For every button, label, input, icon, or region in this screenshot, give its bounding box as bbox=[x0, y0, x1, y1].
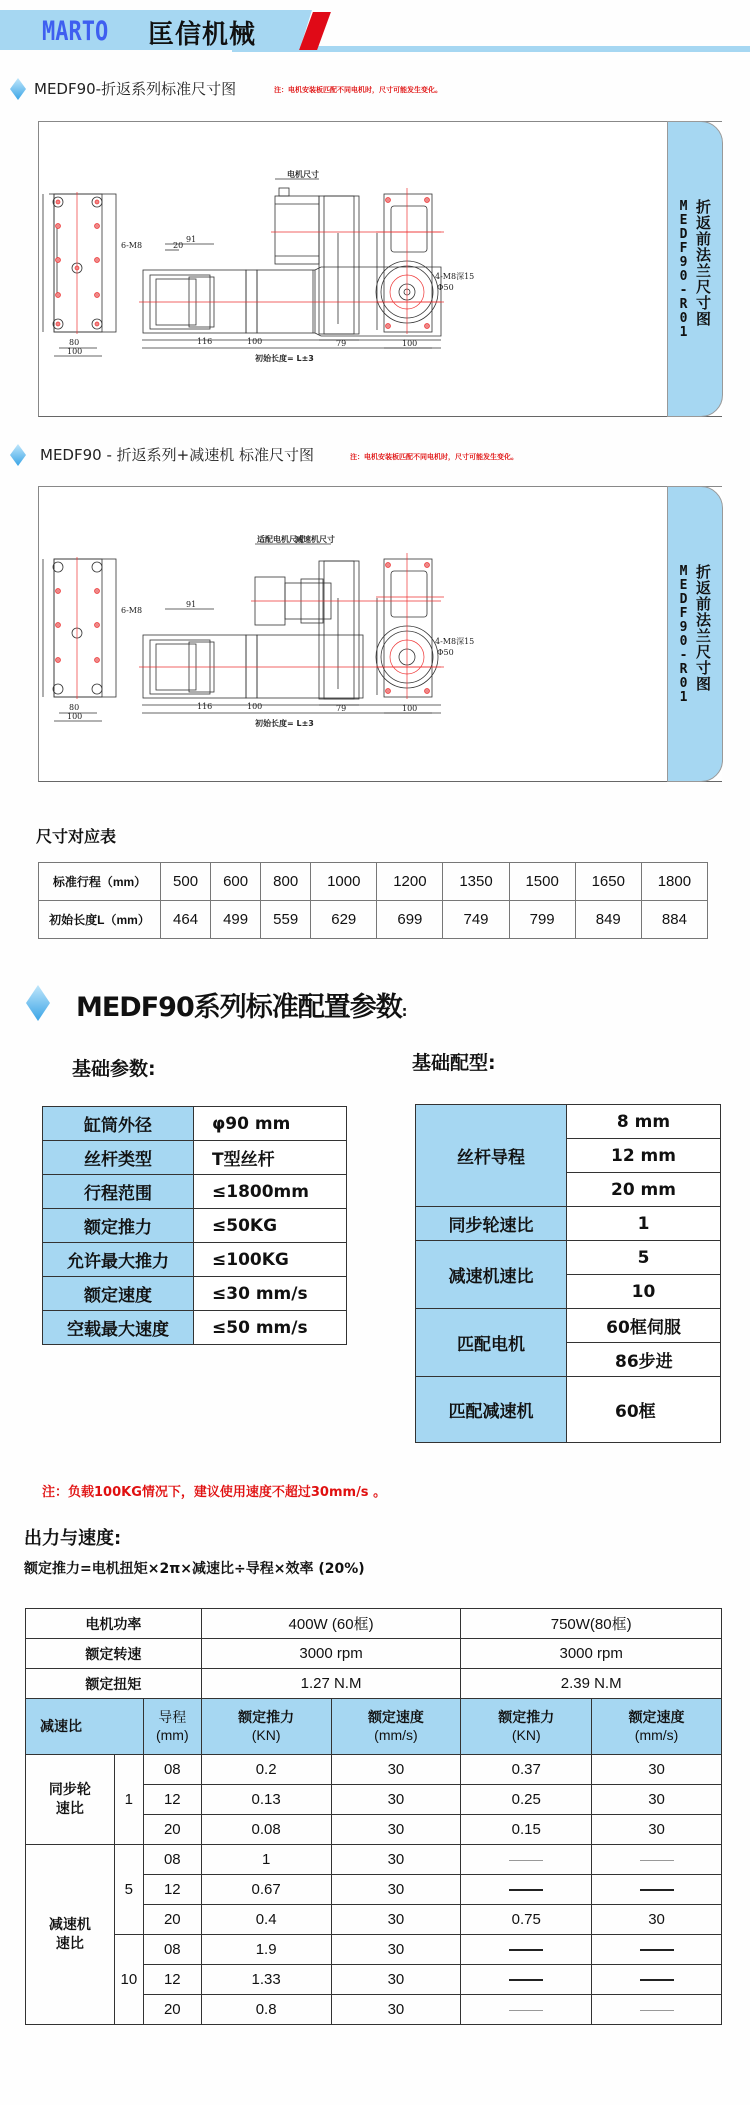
dimension-drawing-2 bbox=[38, 486, 722, 782]
svg-text:91: 91 bbox=[186, 600, 197, 609]
table-row: 12 0.13 30 0.25 30 bbox=[26, 1785, 722, 1815]
table-row: 20 0.08 30 0.15 30 bbox=[26, 1815, 722, 1845]
not-available-dash bbox=[592, 1965, 722, 1995]
table-row: 额定速度 ≤30 mm/s bbox=[43, 1277, 347, 1311]
basic-params-table bbox=[42, 1106, 347, 1345]
section-note: 注：电机安装板匹配不同电机时，尺寸可能发生变化。 bbox=[350, 453, 518, 461]
svg-text:20: 20 bbox=[173, 241, 184, 250]
table-row: 减速机 速比 5 08 1 30 bbox=[26, 1845, 722, 1875]
svg-text:4-M8深15: 4-M8深15 bbox=[435, 272, 475, 281]
tab-title-cn: 折返前法兰尺寸图 bbox=[694, 199, 712, 327]
table-row: 减速机速比 5 bbox=[416, 1241, 721, 1275]
not-available-dash bbox=[592, 1875, 722, 1905]
table-row: 初始长度L（mm） 464 499 559 629 699 749 799 849 884 bbox=[39, 901, 708, 939]
svg-text:100: 100 bbox=[247, 702, 263, 711]
not-available-dash bbox=[461, 1965, 592, 1995]
technical-drawing bbox=[39, 122, 669, 418]
svg-text:80: 80 bbox=[69, 338, 80, 347]
table-row: 丝杆类型 T型丝杆 bbox=[43, 1141, 347, 1175]
svg-text:4-M8深15: 4-M8深15 bbox=[435, 637, 475, 646]
thrust-formula: 额定推力=电机扭矩×2π×减速比÷导程×效率 (20%) bbox=[24, 1561, 365, 1577]
basic-config-table bbox=[415, 1104, 721, 1443]
not-available-dash bbox=[592, 1935, 722, 1965]
table-row: 额定推力 ≤50KG bbox=[43, 1209, 347, 1243]
table-row: 12 1.33 30 bbox=[26, 1965, 722, 1995]
svg-text:100: 100 bbox=[247, 337, 263, 346]
table-row: 电机功率 400W (60框) 750W(80框) bbox=[26, 1609, 722, 1639]
svg-text:初始长度= L±3: 初始长度= L±3 bbox=[255, 354, 314, 363]
table-row: 缸筒外径 φ90 mm bbox=[43, 1107, 347, 1141]
basic-config-title: 基础配型: bbox=[412, 1052, 496, 1074]
table-row: 86步进 bbox=[416, 1343, 721, 1377]
svg-text:适配电机尺寸: 适配电机尺寸 bbox=[257, 535, 305, 544]
svg-text:100: 100 bbox=[67, 712, 83, 721]
brand-logo-en: MARTO bbox=[42, 17, 109, 47]
table-row: 12 0.67 30 bbox=[26, 1875, 722, 1905]
section-note: 注：电机安装板匹配不同电机时，尺寸可能发生变化。 bbox=[274, 86, 442, 94]
table-row: 行程范围 ≤1800mm bbox=[43, 1175, 347, 1209]
drawing-side-tab bbox=[667, 121, 723, 417]
diamond-icon bbox=[26, 985, 50, 1021]
tab-title-cn: 折返前法兰尺寸图 bbox=[694, 564, 712, 692]
table-row: 匹配电机 60框伺服 bbox=[416, 1309, 721, 1343]
table-row: 额定转速 3000 rpm 3000 rpm bbox=[26, 1639, 722, 1669]
table-header-row: 减速比 导程 (mm) 额定推力 (KN) 额定速度 (mm/s) 额定推力 (KN) 额定速度 (mm/s) bbox=[26, 1699, 722, 1755]
svg-text:100: 100 bbox=[67, 347, 83, 356]
table-row: 空载最大速度 ≤50 mm/s bbox=[43, 1311, 347, 1345]
table-row: 20 0.8 30 bbox=[26, 1995, 722, 2025]
tab-title-code: MEDF90-R01 bbox=[676, 199, 691, 339]
svg-text:初始长度= L±3: 初始长度= L±3 bbox=[255, 719, 314, 728]
table-row: 12 mm bbox=[416, 1139, 721, 1173]
svg-text:Φ50: Φ50 bbox=[437, 283, 454, 292]
not-available-dash bbox=[461, 1995, 592, 2025]
output-speed-table bbox=[25, 1608, 722, 2025]
svg-text:6-M8: 6-M8 bbox=[121, 606, 143, 615]
drawing-side-tab bbox=[667, 486, 723, 782]
table-row: 额定扭矩 1.27 N.M 2.39 N.M bbox=[26, 1669, 722, 1699]
table-row: 丝杆导程 8 mm bbox=[416, 1105, 721, 1139]
not-available-dash bbox=[461, 1875, 592, 1905]
table-row: 匹配减速机 60框 bbox=[416, 1377, 721, 1443]
table-row: 标准行程（mm） 500 600 800 1000 1200 1350 1500 1650 1800 bbox=[39, 863, 708, 901]
not-available-dash bbox=[461, 1845, 592, 1875]
svg-text:100: 100 bbox=[402, 704, 418, 713]
table-row: 同步轮 速比 1 08 0.2 30 0.37 30 bbox=[26, 1755, 722, 1785]
svg-text:116: 116 bbox=[197, 702, 213, 711]
svg-text:116: 116 bbox=[197, 337, 213, 346]
svg-text:6-M8: 6-M8 bbox=[121, 241, 143, 250]
not-available-dash bbox=[592, 1995, 722, 2025]
tab-title-code: MEDF90-R01 bbox=[676, 564, 691, 704]
section-title-dimension: MEDF90-折返系列标准尺寸图 bbox=[34, 80, 237, 98]
diamond-icon bbox=[10, 78, 26, 100]
dimension-drawing-1 bbox=[38, 121, 722, 417]
table-row: 20 0.4 30 0.75 30 bbox=[26, 1905, 722, 1935]
config-title: MEDF90系列标准配置参数: bbox=[76, 992, 407, 1023]
table-row: 20 mm bbox=[416, 1173, 721, 1207]
svg-text:91: 91 bbox=[186, 235, 197, 244]
output-title: 出力与速度: bbox=[24, 1528, 122, 1549]
not-available-dash bbox=[592, 1845, 722, 1875]
basic-params-title: 基础参数: bbox=[72, 1058, 156, 1080]
brand-name-cn: 匡信机械 bbox=[148, 20, 257, 50]
svg-text:80: 80 bbox=[69, 703, 80, 712]
table-row: 同步轮速比 1 bbox=[416, 1207, 721, 1241]
table-row: 10 bbox=[416, 1275, 721, 1309]
size-table-title: 尺寸对应表 bbox=[36, 827, 117, 846]
svg-text:79: 79 bbox=[336, 704, 347, 713]
svg-text:减速机尺寸: 减速机尺寸 bbox=[295, 535, 335, 544]
not-available-dash bbox=[461, 1935, 592, 1965]
load-note: 注：负载100KG情况下，建议使用速度不超过30mm/s 。 bbox=[42, 1485, 387, 1500]
svg-text:电机尺寸: 电机尺寸 bbox=[287, 170, 319, 179]
technical-drawing bbox=[39, 487, 669, 783]
svg-text:Φ50: Φ50 bbox=[437, 648, 454, 657]
svg-text:79: 79 bbox=[336, 339, 347, 348]
table-row: 允许最大推力 ≤100KG bbox=[43, 1243, 347, 1277]
svg-text:100: 100 bbox=[402, 339, 418, 348]
table-row: 10 08 1.9 30 bbox=[26, 1935, 722, 1965]
section-title-reducer-dimension: MEDF90 - 折返系列+减速机 标准尺寸图 bbox=[40, 446, 314, 464]
size-table bbox=[38, 862, 708, 939]
diamond-icon bbox=[10, 444, 26, 466]
